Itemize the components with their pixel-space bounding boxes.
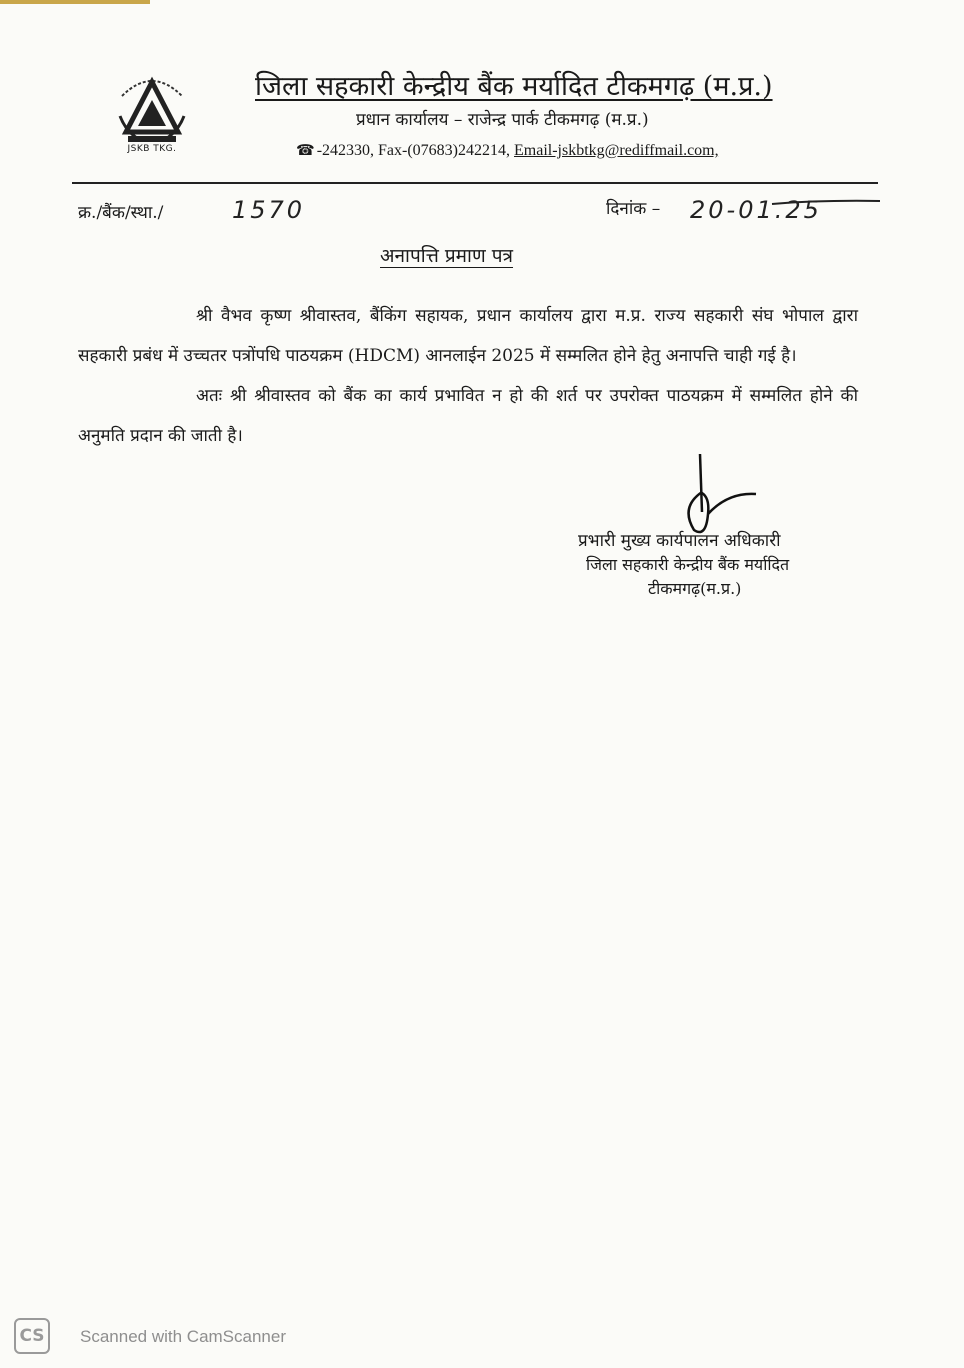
contact-line xyxy=(296,141,719,160)
body-paragraph-1: श्री वैभव कृष्ण श्रीवास्तव, बैंकिंग सहायक, प्रधान कार्यालय द्वारा म.प्र. राज्य सहकारी संघ भोपाल द्वारा सहकारी प्रबंध में उच्चतर पत्रोंपधि पाठयक्रम (HDCM) आनलाईन 2025 में सम्मलित होने हेतु अनापत्ति चाही गई है। xyxy=(78,306,858,366)
camscanner-logo-icon: CS xyxy=(14,1318,50,1354)
date-label: दिनांक – xyxy=(606,199,661,219)
reference-label: क्र./बैंक/स्था./ xyxy=(78,203,164,223)
document-body xyxy=(78,296,858,456)
logo-caption: JSKB TKG. xyxy=(127,144,177,154)
document-title: अनापत्ति प्रमाण पत्र xyxy=(380,245,514,267)
telephone-icon: ☎ xyxy=(296,143,315,159)
date-flourish xyxy=(770,198,882,208)
scanner-watermark: Scanned with CamScanner xyxy=(80,1327,287,1346)
office-address: प्रधान कार्यालय – राजेन्द्र पार्क टीकमगढ़ (म.प्र.) xyxy=(356,110,649,130)
date-value: 20-01.25 xyxy=(690,196,822,224)
email-link[interactable]: Email-jskbtkg@rediffmail.com, xyxy=(514,142,719,159)
signatory-place: टीकमगढ़(म.प्र.) xyxy=(648,579,742,598)
header-divider xyxy=(72,182,878,184)
signatory-organization: जिला सहकारी केन्द्रीय बैंक मर्यादित xyxy=(586,555,790,574)
bank-title: जिला सहकारी केन्द्रीय बैंक मर्यादित टीकमगढ़ (म.प्र.) xyxy=(255,71,773,102)
body-paragraph-2: अतः श्री श्रीवास्तव को बैंक का कार्य प्रभावित न हो की शर्त पर उपरोक्त पाठयक्रम में सम्मलित होने की अनुमति प्रदान की जाती है। xyxy=(78,386,858,446)
phone-fax: -242330, Fax-(07683)242214, xyxy=(316,142,510,159)
scan-edge-mark xyxy=(0,0,150,4)
signatory-title: प्रभारी मुख्य कार्यपालन अधिकारी xyxy=(578,531,781,551)
reference-number: 1570 xyxy=(232,196,306,224)
